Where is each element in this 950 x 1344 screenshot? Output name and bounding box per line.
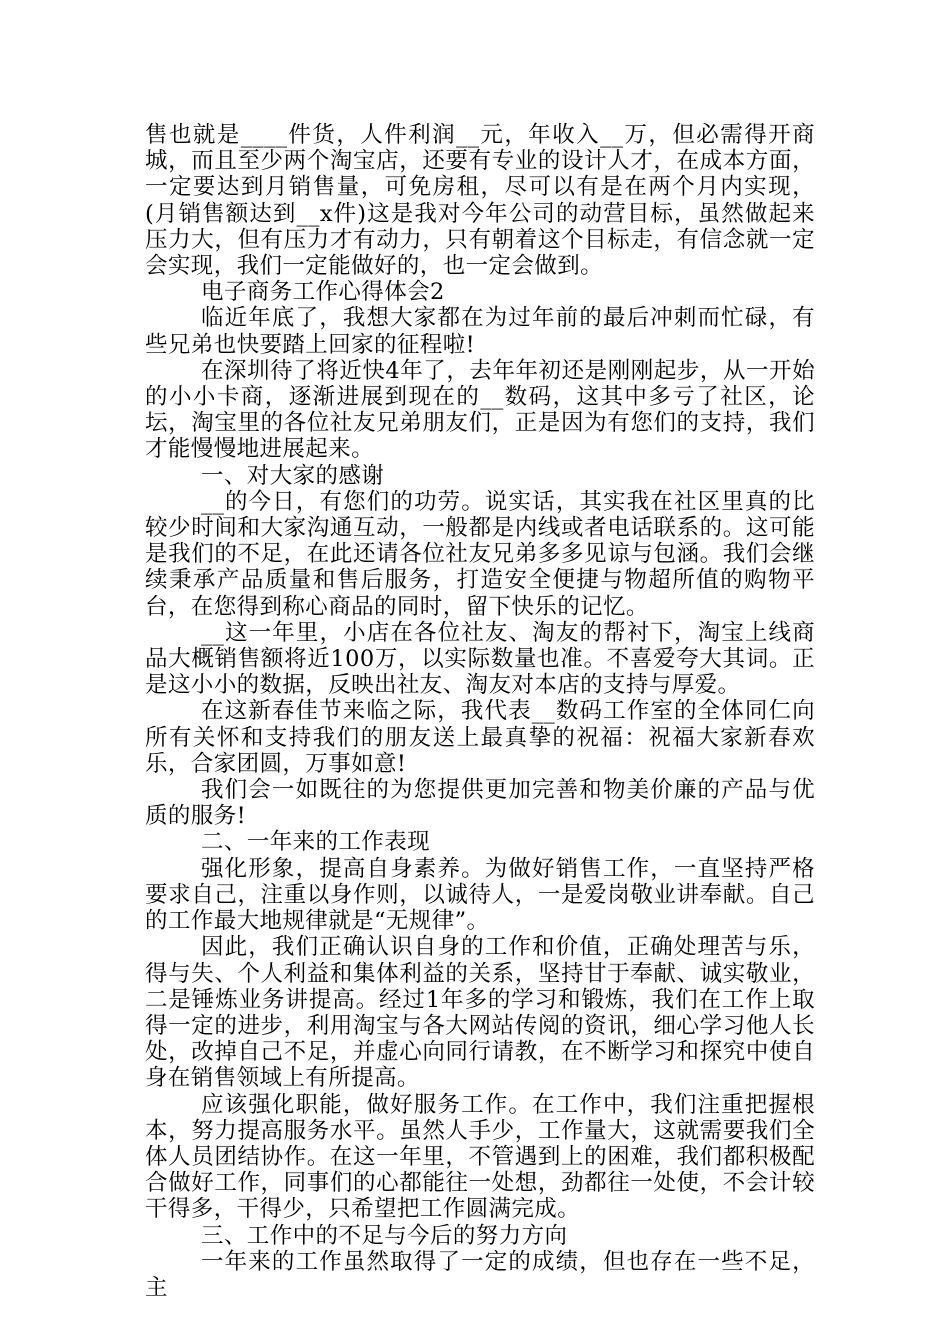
paragraph: 应该强化职能，做好服务工作。在工作中，我们注重把握根本，努力提高服务水平。虽然人手少，工作量大，这就需要我们全体人员团结协作。在这一年里，不管遇到上的困难，我们都积极配合做好工作，同事们的心都能往一处想，劲都往一处使，不会计较干得多，干得少，只希望把工作圆满完成。: [145, 1091, 815, 1223]
paragraph: 在这新春佳节来临之际，我代表__数码工作室的全体同仁向所有关怀和支持我们的朋友送上最真挚的祝福：祝福大家新春欢乐，合家团圆，万事如意!: [145, 698, 815, 777]
paragraph: 一年来的工作虽然取得了一定的成绩，但也存在一些不足，主: [145, 1248, 815, 1301]
section-heading-thanks: 一、对大家的感谢: [201, 462, 385, 489]
paragraph: 因此，我们正确认识自身的工作和价值，正确处理苦与乐，得与失、个人利益和集体利益的关系，坚持甘于奉献、诚实敬业，二是锤炼业务讲提高。经过1年多的学习和锻炼，我们在工作上取得一定的进步，利用淘宝与各大网站传阅的资讯，细心学习他人长处，改掉自己不足，并虚心向同行请教，在不断学习和探究中使自身在销售领域上有所提高。: [145, 934, 815, 1092]
paragraph: 在深圳待了将近快4年了，去年年初还是刚刚起步，从一开始的小小卡商，逐渐进展到现在的__数码，这其中多亏了社区，论坛，淘宝里的各位社友兄弟朋友们，正是因为有您们的支持，我们才能慢慢地进展起来。: [145, 357, 815, 463]
document-page: [145, 122, 815, 1301]
paragraph: __的今日，有您们的功劳。说实话，其实我在社区里真的比较少时间和大家沟通互动，一般都是内线或者电话联系的。这可能是我们的不足，在此还请各位社友兄弟多多见谅与包涵。我们会继续秉承产品质量和售后服务，打造安全便捷与物超所值的购物平台，在您得到称心商品的同时，留下快乐的记忆。: [145, 488, 815, 620]
section-heading-shortcomings: 三、工作中的不足与今后的努力方向: [201, 1222, 568, 1249]
paragraph: __这一年里，小店在各位社友、淘友的帮衬下，淘宝上线商品大概销售额将近100万，以实际数量也准。不喜爱夸大其词。正是这小小的数据，反映出社友、淘友对本店的支持与厚爱。: [145, 619, 815, 699]
section-heading-performance: 二、一年来的工作表现: [201, 829, 431, 856]
paragraph: 临近年底了，我想大家都在为过年前的最后冲刺而忙碌，有些兄弟也快要踏上回家的征程啦!: [145, 305, 815, 358]
paragraph: 强化形象，提高自身素养。为做好销售工作，一直坚持严格要求自己，注重以身作则，以诚待人，一是爱岗敬业讲奉献。自己的工作最大地规律就是“无规律”。: [145, 855, 815, 935]
section-title: 电子商务工作心得体会2: [201, 279, 445, 306]
paragraph: 我们会一如既往的为您提供更加完善和物美价廉的产品与优质的服务!: [145, 777, 815, 830]
paragraph-continuation: 售也就是____件货，人件利润__元，年收入__万，但必需得开商城，而且至少两个淘宝店，还要有专业的设计人才，在成本方面，一定要达到月销售量，可免房租，尽可以有是在两个月内实现，(月销售额达到__x件)这是我对今年公司的动营目标，虽然做起来压力大，但有压力才有动力，只有朝着这个目标走，有信念就一定会实现，我们一定能做好的，也一定会做到。: [145, 122, 815, 280]
